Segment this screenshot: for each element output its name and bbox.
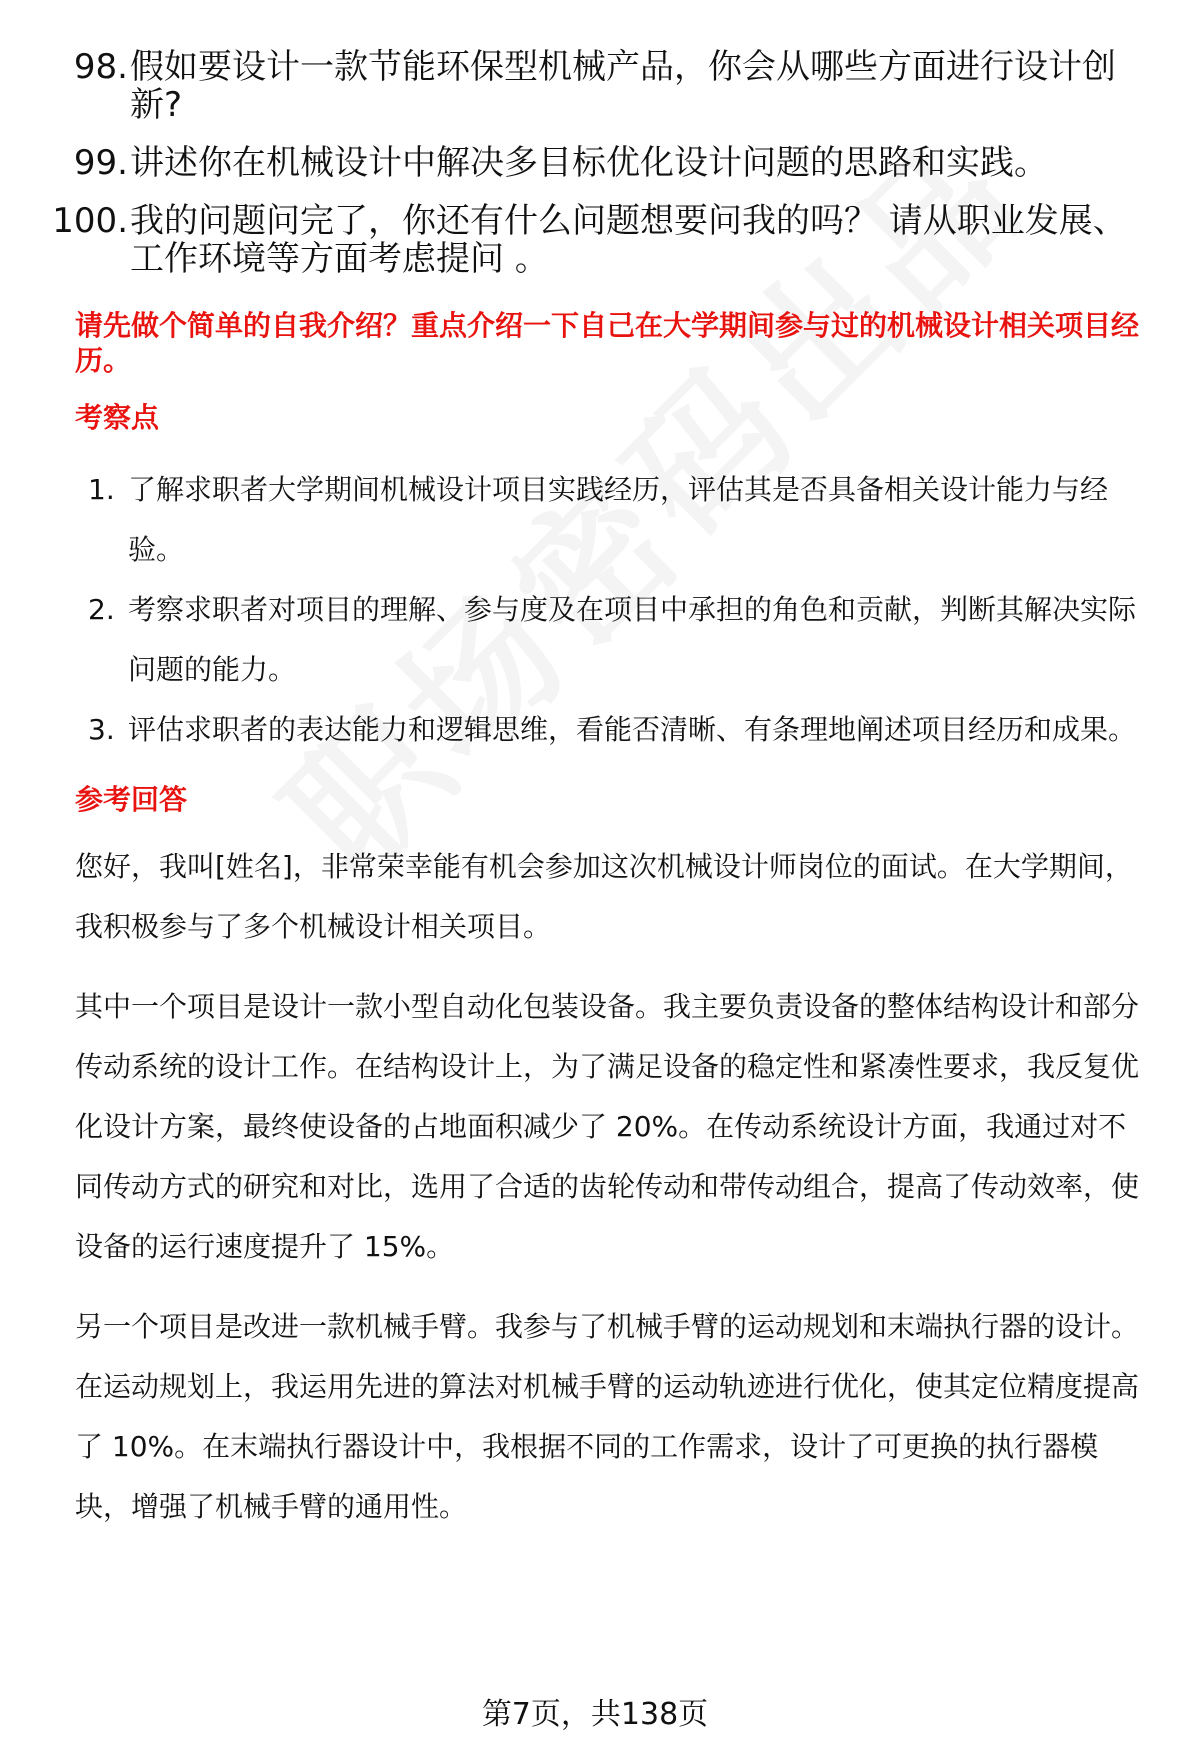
question-item (0, 48, 1190, 124)
point-text: 了解求职者大学期间机械设计项目实践经历，评估其是否具备相关设计能力与经验。 (128, 473, 1109, 566)
points-list (0, 460, 1190, 760)
question-list (0, 0, 1190, 278)
point-text: 评估求职者的表达能力和逻辑思维，看能否清晰、有条理地阐述项目经历和成果。 (128, 713, 1137, 746)
point-item (0, 460, 1190, 580)
answer-paragraph: 其中一个项目是设计一款小型自动化包装设备。我主要负责设备的整体结构设计和部分传动系统的设计工作。在结构设计上，为了满足设备的稳定性和紧凑性要求，我反复优化设计方案，最终使设备的占地面积减少了 20%。在传动系统设计方面，我通过对不同传动方式的研究和对比，选用了合适的齿轮传动和带传动组合，提高了传动效率，使设备的运行速度提升了 15%。 (75, 990, 1140, 1263)
question-text: 讲述你在机械设计中解决多目标优化设计问题的思路和实践。 (130, 143, 1048, 183)
section-title: 请先做个简单的自我介绍？重点介绍一下自己在大学期间参与过的机械设计相关项目经历。 (75, 309, 1140, 377)
point-number: 2. (88, 593, 115, 626)
question-item (0, 202, 1190, 278)
question-number: 99. (73, 143, 128, 183)
question-number: 98. (73, 47, 128, 87)
point-number: 3. (88, 713, 115, 746)
question-item (0, 144, 1190, 182)
answer-paragraph: 另一个项目是改进一款机械手臂。我参与了机械手臂的运动规划和末端执行器的设计。在运动规划上，我运用先进的算法对机械手臂的运动轨迹进行优化，使其定位精度提高了 10%。在末端执行器设计中，我根据不同的工作需求，设计了可更换的执行器模块，增强了机械手臂的通用性。 (75, 1310, 1140, 1523)
point-number: 1. (88, 473, 115, 506)
points-heading: 考察点 (75, 401, 160, 434)
question-text: 假如要设计一款节能环保型机械产品，你会从哪些方面进行设计创新? (130, 47, 1116, 125)
answer-heading: 参考回答 (75, 783, 188, 816)
page-footer: 第7页，共138页 (481, 1697, 709, 1732)
point-item (0, 700, 1190, 760)
question-text: 我的问题问完了，你还有什么问题想要问我的吗？ 请从职业发展、工作环境等方面考虑提问 。 (130, 201, 1127, 279)
answer-paragraph: 您好，我叫[姓名]，非常荣幸能有机会参加这次机械设计师岗位的面试。在大学期间，我积极参与了多个机械设计相关项目。 (75, 850, 1133, 943)
point-text: 考察求职者对项目的理解、参与度及在项目中承担的角色和贡献，判断其解决实际问题的能力。 (128, 593, 1137, 686)
question-number: 100. (52, 201, 128, 241)
point-item (0, 580, 1190, 700)
